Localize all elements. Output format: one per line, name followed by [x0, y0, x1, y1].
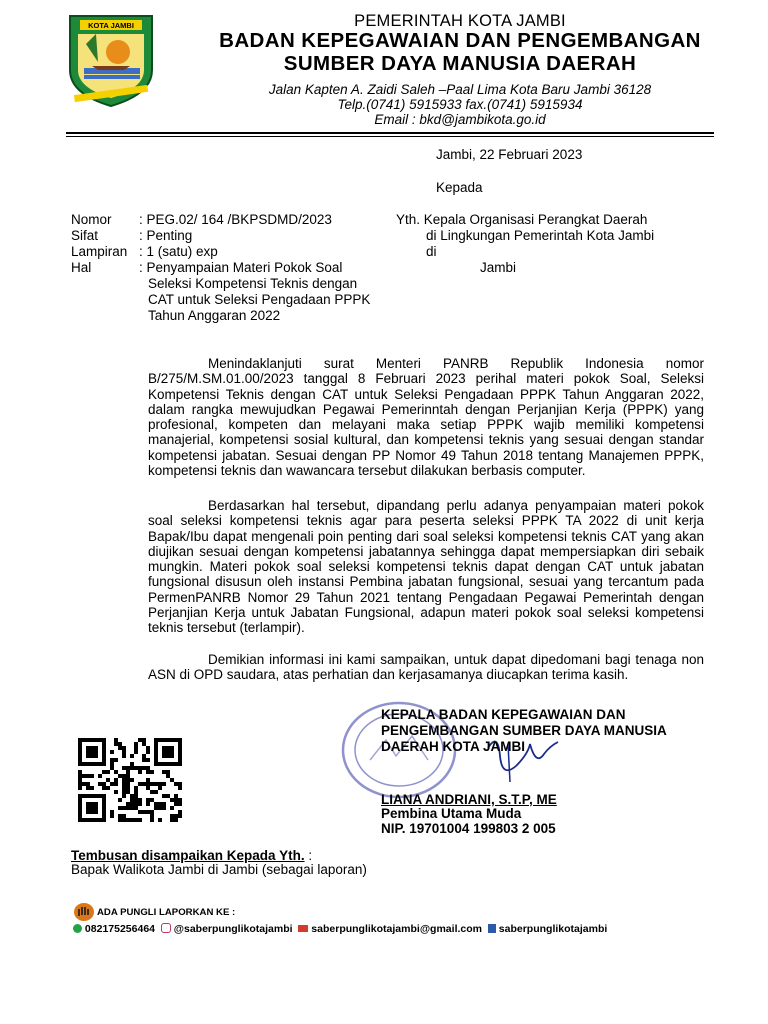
qr-module: [122, 806, 126, 810]
qr-module: [122, 750, 126, 754]
qr-module: [170, 778, 174, 782]
qr-module: [126, 766, 130, 770]
qr-module: [110, 814, 114, 818]
qr-module: [126, 786, 130, 790]
qr-module: [146, 798, 150, 802]
qr-module: [146, 746, 150, 750]
qr-module: [174, 814, 178, 818]
addressee-line1: Yth. Kepala Organisasi Perangkat Daerah: [396, 212, 648, 227]
meta-value-hal: : Penyampaian Materi Pokok Soal: [139, 260, 343, 275]
qr-module: [130, 798, 134, 802]
qr-module: [130, 778, 134, 782]
qr-module: [150, 782, 154, 786]
qr-module: [138, 782, 142, 786]
body-paragraph-1: Menindaklanjuti surat Menteri PANRB Republik Indonesia nomor B/275/M.SM.01.00/2023 tanggal 8 Februari 2023 perihal materi pokok Soal, Seleksi Kompetensi Teknis dengan CAT untuk Seleksi Pengadaan PPPK Tahun Anggaran 2022, dalam rangka mewujudkan Pegawai Pemerinntah dengan Perjanjian Kerja (PPPK) yang profesional, kompeten dan melayani maka setiap PPPK wajib memiliki kompetensi manajerial, kompetensi sosial kultural, dan kompetensi teknis yang sesuai dengan standar kompetensi jabatan. Sesuai dengan PP Nomor 49 Tahun 2018 tentang Manajemen PPPK, kompetensi teknis dan wawancara tersebut dilakukan berbasis computer.: [148, 356, 704, 479]
qr-module: [110, 750, 114, 754]
qr-module: [126, 778, 130, 782]
qr-module: [118, 814, 122, 818]
qr-module: [146, 766, 150, 770]
qr-module: [102, 770, 106, 774]
qr-module: [118, 746, 122, 750]
qr-module: [162, 782, 166, 786]
qr-module: [122, 790, 126, 794]
qr-module: [90, 786, 94, 790]
qr-module: [106, 778, 110, 782]
qr-module: [154, 790, 158, 794]
qr-module: [146, 758, 150, 762]
addressee-line4: Jambi: [480, 260, 517, 275]
qr-module: [142, 782, 146, 786]
qr-module: [78, 786, 82, 790]
signature-title-line1: KEPALA BADAN KEPEGAWAIAN DAN: [381, 707, 626, 722]
qr-module: [162, 794, 166, 798]
qr-module: [130, 754, 134, 758]
qr-module: [98, 782, 102, 786]
qr-module: [146, 750, 150, 754]
qr-module: [134, 750, 138, 754]
qr-module: [122, 766, 126, 770]
qr-module: [114, 782, 118, 786]
qr-module: [138, 810, 142, 814]
letter-date: Jambi, 22 Februari 2023: [436, 147, 583, 162]
qr-module: [178, 802, 182, 806]
agency-name-line2: SUMBER DAYA MANUSIA DAERAH: [283, 52, 637, 75]
instagram-icon: [161, 923, 171, 933]
qr-module: [158, 802, 162, 806]
instagram-handle: @saberpunglikotajambi: [173, 923, 293, 935]
qr-module: [154, 806, 158, 810]
qr-module: [98, 774, 102, 778]
qr-module: [150, 810, 154, 814]
qr-module: [134, 790, 138, 794]
pungli-label: ADA PUNGLI LAPORKAN KE :: [97, 907, 236, 918]
meta-label-sifat: Sifat: [71, 228, 99, 243]
facebook-icon: [488, 924, 496, 933]
qr-module: [126, 770, 130, 774]
qr-module: [122, 754, 126, 758]
qr-module: [110, 810, 114, 814]
qr-module: [122, 794, 126, 798]
qr-module: [174, 818, 178, 822]
qr-module: [134, 746, 138, 750]
meta-label-lampiran: Lampiran: [71, 244, 128, 259]
qr-finder: [86, 746, 98, 758]
facebook-page: saberpunglikotajambi: [498, 923, 608, 935]
letterhead-divider: [66, 132, 714, 134]
qr-module: [146, 802, 150, 806]
qr-module: [78, 782, 82, 786]
agency-name-line1: BADAN KEPEGAWAIAN DAN PENGEMBANGAN: [219, 29, 701, 52]
qr-module: [82, 774, 86, 778]
qr-module: [114, 790, 118, 794]
qr-module: [110, 758, 114, 762]
whatsapp-number: 082175256464: [84, 923, 155, 935]
qr-module: [158, 806, 162, 810]
qr-module: [146, 770, 150, 774]
body-paragraph-2: Berdasarkan hal tersebut, dipandang perlu adanya penyampaian materi pokok soal seleksi kompetensi teknis agar para peserta seleksi PPPK TA 2022 di unit kerja Bapak/Ibu dapat mengenali poin penting dari soal seleksi kompetensi teknis CAT yang akan diujikan sesuai dengan kompetensi jabatannya sehingga dapat mempersiapkan diri sebaik mungkin. Materi pokok soal seleksi kompetensi teknis dapat dengan CAT untuk jabatan fungsional disusun oleh instansi Pembina jabatan fungsional, sesuai yang tercantum pada PermenPANRB Nomor 29 Tahun 2021 tentang Pengadaan Pegawai Pemerintah dengan Perjanjian Kerja untuk Jabatan Fungsional, adapun materi pokok soal seleksi kompetensi teknis tersebut (terlampir).: [148, 498, 704, 636]
qr-module: [114, 770, 118, 774]
qr-module: [122, 818, 126, 822]
qr-finder: [86, 802, 98, 814]
qr-module: [142, 758, 146, 762]
pungli-contacts: [73, 923, 693, 937]
qr-module: [114, 758, 118, 762]
qr-module: [142, 754, 146, 758]
qr-module: [142, 810, 146, 814]
tembusan-item: Bapak Walikota Jambi di Jambi (sebagai laporan): [71, 862, 367, 877]
qr-module: [146, 782, 150, 786]
tembusan-heading-row: [71, 848, 312, 863]
qr-module: [154, 782, 158, 786]
qr-module: [114, 738, 118, 742]
hal-line-4: Tahun Anggaran 2022: [148, 308, 281, 323]
qr-module: [134, 766, 138, 770]
qr-module: [130, 762, 134, 766]
signatory-name: LIANA ANDRIANI, S.T.P, ME: [381, 792, 557, 807]
qr-module: [86, 774, 90, 778]
meta-value-nomor: : PEG.02/ 164 /BKPSDMD/2023: [139, 212, 332, 227]
qr-module: [110, 762, 114, 766]
qr-module: [126, 782, 130, 786]
qr-module: [146, 786, 150, 790]
qr-module: [178, 814, 182, 818]
qr-module: [106, 770, 110, 774]
qr-module: [166, 774, 170, 778]
qr-module: [134, 786, 138, 790]
tembusan-heading: Tembusan disampaikan Kepada Yth.: [71, 848, 305, 863]
signatory-rank: Pembina Utama Muda: [381, 806, 522, 821]
qr-module: [158, 782, 162, 786]
hal-line-3: CAT untuk Seleksi Pengadaan PPPK: [148, 292, 371, 307]
qr-module: [158, 786, 162, 790]
qr-module: [142, 766, 146, 770]
qr-module: [178, 782, 182, 786]
qr-module: [146, 810, 150, 814]
qr-module: [150, 818, 154, 822]
qr-module: [138, 766, 142, 770]
qr-module: [122, 746, 126, 750]
signatory-nip: NIP. 19701004 199803 2 005: [381, 821, 556, 836]
qr-module: [122, 786, 126, 790]
qr-module: [170, 798, 174, 802]
meta-label-hal: Hal: [71, 260, 92, 275]
qr-module: [134, 742, 138, 746]
tembusan-colon: :: [304, 848, 313, 863]
qr-module: [118, 742, 122, 746]
qr-module: [178, 786, 182, 790]
letterhead-email: Email : bkd@jambikota.go.id: [374, 112, 546, 127]
signature-title-line3: DAERAH KOTA JAMBI: [381, 739, 525, 754]
meta-value-sifat: : Penting: [139, 228, 193, 243]
qr-module: [146, 778, 150, 782]
qr-module: [174, 802, 178, 806]
svg-text:KOTA JAMBI: KOTA JAMBI: [88, 21, 134, 30]
addressee-line2: di Lingkungan Pemerintah Kota Jambi: [426, 228, 655, 243]
qr-module: [134, 794, 138, 798]
qr-module: [126, 802, 130, 806]
qr-module: [134, 806, 138, 810]
addressee-line3: di: [426, 244, 437, 259]
qr-module: [122, 774, 126, 778]
qr-module: [126, 818, 130, 822]
qr-module: [130, 794, 134, 798]
qr-module: [122, 778, 126, 782]
qr-module: [138, 818, 142, 822]
qr-module: [126, 790, 130, 794]
qr-module: [102, 786, 106, 790]
whatsapp-icon: [73, 924, 82, 933]
qr-module: [82, 782, 86, 786]
qr-module: [158, 818, 162, 822]
qr-module: [166, 794, 170, 798]
qr-module: [162, 806, 166, 810]
qr-module: [142, 742, 146, 746]
letterhead-address: Jalan Kapten A. Zaidi Saleh –Paal Lima Kota Baru Jambi 36128: [268, 82, 652, 97]
qr-module: [134, 818, 138, 822]
qr-module: [86, 782, 90, 786]
qr-module: [106, 786, 110, 790]
qr-module: [178, 810, 182, 814]
qr-module: [90, 774, 94, 778]
qr-module: [126, 806, 130, 810]
qr-module: [102, 782, 106, 786]
qr-module: [126, 774, 130, 778]
qr-code: [78, 738, 182, 824]
hal-line-2: Seleksi Kompetensi Teknis dengan: [148, 276, 358, 291]
qr-module: [162, 802, 166, 806]
qr-module: [78, 774, 82, 778]
qr-module: [110, 782, 114, 786]
meta-value-lampiran: : 1 (satu) exp: [139, 244, 218, 259]
qr-module: [166, 770, 170, 774]
qr-module: [162, 770, 166, 774]
qr-module: [130, 802, 134, 806]
qr-module: [114, 778, 118, 782]
government-name: PEMERINTAH KOTA JAMBI: [354, 12, 566, 30]
qr-module: [86, 786, 90, 790]
qr-module: [118, 806, 122, 810]
qr-module: [154, 802, 158, 806]
qr-module: [138, 802, 142, 806]
signature-title-line2: PENGEMBANGAN SUMBER DAYA MANUSIA: [381, 723, 667, 738]
qr-module: [78, 770, 82, 774]
qr-module: [142, 738, 146, 742]
qr-module: [178, 798, 182, 802]
qr-module: [118, 798, 122, 802]
qr-module: [78, 778, 82, 782]
qr-finder: [162, 746, 174, 758]
city-logo: [66, 12, 156, 108]
qr-module: [174, 794, 178, 798]
meta-label-nomor: Nomor: [71, 212, 112, 227]
qr-module: [150, 798, 154, 802]
letterhead-divider-thin: [66, 136, 714, 137]
qr-module: [134, 798, 138, 802]
qr-module: [134, 802, 138, 806]
email-icon: [298, 925, 308, 932]
qr-module: [138, 798, 142, 802]
qr-module: [138, 738, 142, 742]
qr-module: [130, 766, 134, 770]
kepada-label: Kepada: [436, 180, 483, 195]
qr-module: [150, 770, 154, 774]
qr-module: [114, 742, 118, 746]
qr-module: [170, 806, 174, 810]
letterhead-phone: Telp.(0741) 5915933 fax.(0741) 5915934: [337, 97, 583, 112]
qr-module: [150, 790, 154, 794]
pungli-hand-icon: [73, 902, 95, 922]
pungli-email: saberpunglikotajambi@gmail.com: [311, 923, 482, 935]
qr-module: [118, 774, 122, 778]
qr-module: [174, 798, 178, 802]
qr-module: [138, 770, 142, 774]
qr-module: [170, 818, 174, 822]
qr-module: [118, 818, 122, 822]
qr-module: [122, 782, 126, 786]
qr-module: [122, 814, 126, 818]
qr-module: [150, 814, 154, 818]
qr-module: [174, 782, 178, 786]
qr-module: [130, 818, 134, 822]
qr-module: [110, 766, 114, 770]
qr-module: [130, 806, 134, 810]
body-paragraph-3: Demikian informasi ini kami sampaikan, untuk dapat dipedomani bagi tenaga non ASN di OPD saudara, atas perhatian dan kerjasamanya diucapkan terima kasih.: [148, 652, 704, 683]
qr-module: [170, 814, 174, 818]
